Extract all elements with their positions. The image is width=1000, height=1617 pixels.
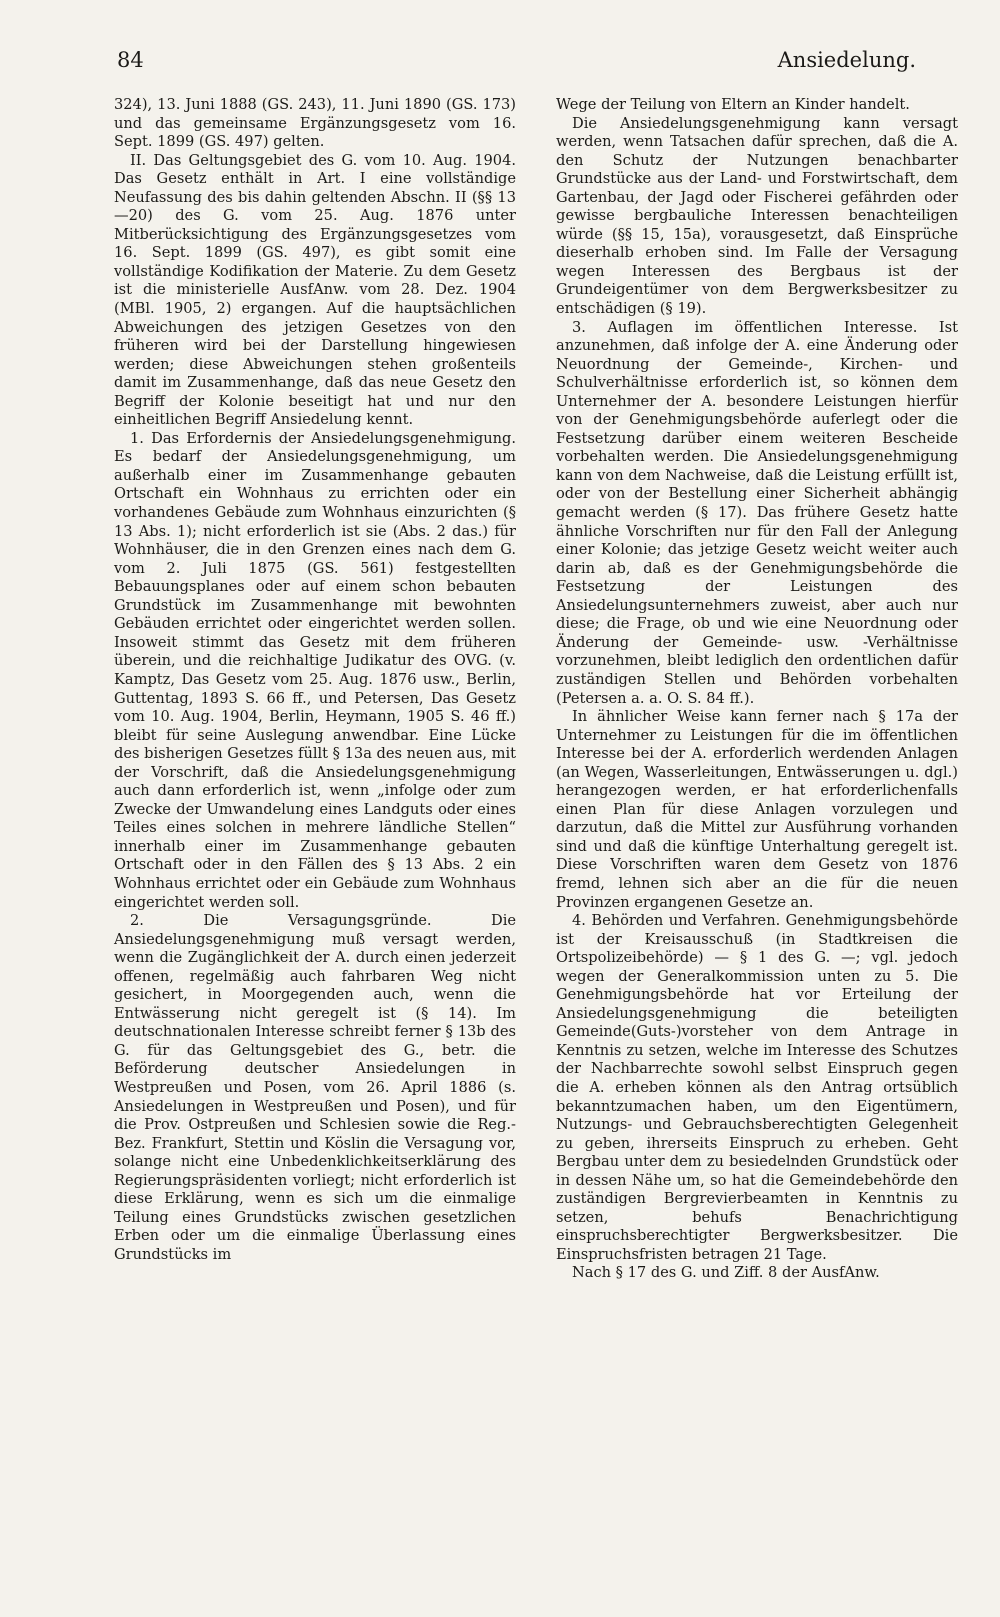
page-header bbox=[117, 48, 916, 82]
paragraph: Wege der Teilung von Eltern an Kinder handelt. bbox=[556, 96, 910, 113]
paragraph: 324), 13. Juni 1888 (GS. 243), 11. Juni 1890 (GS. 173) und das gemeinsame Ergänzungsgesetz vom 16. Sept. 1899 (GS. 497) gelten. bbox=[114, 96, 516, 151]
left-text-column bbox=[114, 96, 516, 1264]
paragraph: In ähnlicher Weise kann ferner nach § 17a der Unternehmer zu Leistungen für die im öffentlichen Interesse bei der A. erforderlich werdenden Anlagen (an Wegen, Wasserleitungen, Entwässerungen u. dgl.) herangezogen werden, er hat erforderlichenfalls einen Plan für diese Anlagen vorzulegen und darzutun, daß die Mittel zur Ausführung vorhanden sind und daß die künftige Unterhaltung geregelt ist. Diese Vorschriften waren dem Gesetz von 1876 fremd, lehnen sich aber an die für die neuen Provinzen ergangenen Gesetze an. bbox=[556, 708, 958, 911]
paragraph: Nach § 17 des G. und Ziff. 8 der AusfAnw. bbox=[572, 1264, 880, 1282]
paragraph: 2. Die Versagungsgründe. Die Ansiedelungsgenehmigung muß versagt werden, wenn die Zugänglichkeit der A. durch einen jederzeit offenen, regelmäßig auch fahrbaren Weg nicht gesichert, in Moorgegenden auch, wenn die Entwässerung nicht geregelt ist (§ 14). Im deutschnationalen Interesse schreibt ferner § 13b des G. für das Geltungsgebiet des G., betr. die Beförderung deutscher Ansiedelungen in Westpreußen und Posen, vom 26. April 1886 (s. Ansiedelungen in Westpreußen und Posen), und für die Prov. Ostpreußen und Schlesien sowie die Reg.-Bez. Frankfurt, Stettin und Köslin die Versagung vor, solange nicht eine Unbedenklichkeitserklärung des Regierungspräsidenten vorliegt; nicht erforderlich ist diese Erklärung, wenn es sich um die einmalige Teilung eines Grundstücks zwischen gesetzlichen Erben oder um die einmalige Überlassung eines Grundstücks im bbox=[114, 912, 516, 1263]
running-title: Ansiedelung. bbox=[777, 48, 916, 72]
right-text-column bbox=[556, 96, 958, 1283]
paragraph: 4. Behörden und Verfahren. Genehmigungsbehörde ist der Kreisausschuß (in Stadtkreisen die Ortspolizeibehörde) — § 1 des G. —; vgl. jedoch wegen der Generalkommission unten zu 5. Die Genehmigungsbehörde hat vor Erteilung der Ansiedelungsgenehmigung die beteiligten Gemeinde(Guts-)vorsteher von dem Antrage in Kenntnis zu setzen, welche im Interesse des Schutzes der Nachbarrechte sowohl selbst Einspruch gegen die A. erheben können als den Antrag ortsüblich bekanntzumachen haben, um den Eigentümern, Nutzungs- und Gebrauchsberechtigten Gelegenheit zu geben, ihrerseits Einspruch zu erheben. Geht Bergbau unter dem zu besiedelnden Grundstück oder in dessen Nähe um, so hat die Gemeindebehörde den zuständigen Bergrevierbeamten in Kenntnis zu setzen, behufs Benachrichtigung einspruchsberechtigter Bergwerksbesitzer. Die Einspruchsfristen betragen 21 Tage. bbox=[556, 912, 958, 1263]
paragraph: Die Ansiedelungsgenehmigung kann versagt werden, wenn Tatsachen dafür sprechen, daß die A. den Schutz der Nutzungen benachbarter Grundstücke aus der Land- und Forstwirtschaft, dem Gartenbau, der Jagd oder Fischerei gefährden oder gewisse bergbauliche Interessen benachteiligen würde (§§ 15, 15a), vorausgesetzt, daß Einsprüche dieserhalb erhoben sind. Im Falle der Versagung wegen Interessen des Bergbaus ist der Grundeigentümer von dem Bergwerksbesitzer zu entschädigen (§ 19). bbox=[556, 114, 958, 318]
paragraph: 3. Auflagen im öffentlichen Interesse. Ist anzunehmen, daß infolge der A. eine Änderung oder Neuordnung der Gemeinde-, Kirchen- und Schulverhältnisse erforderlich ist, so können dem Unternehmer der A. besondere Leistungen hierfür von der Genehmigungsbehörde auferlegt oder die Festsetzung darüber einem weiteren Bescheide vorbehalten werden. Die Ansiedelungsgenehmigung kann von dem Nachweise, daß die Leistung erfüllt ist, oder von der Bestellung einer Sicherheit abhängig gemacht werden (§ 17). Das frühere Gesetz hatte ähnliche Vorschriften nur für den Fall der Anlegung einer Kolonie; das jetzige Gesetz weicht weiter auch darin ab, daß es der Genehmigungsbehörde die Festsetzung der Leistungen des Ansiedelungsunternehmers zuweist, aber auch nur diese; die Frage, ob und wie eine Neuordnung oder Änderung der Gemeinde- usw. -Verhältnisse vorzunehmen, bleibt lediglich den ordentlichen dafür zuständigen Stellen und Behörden vorbehalten (Petersen a. a. O. S. 84 ff.). bbox=[556, 318, 958, 707]
page-number: 84 bbox=[117, 48, 144, 72]
paragraph: 1. Das Erfordernis der Ansiedelungsgenehmigung. Es bedarf der Ansiedelungsgenehmigung, um außerhalb einer im Zusammenhange gebauten Ortschaft ein Wohnhaus zu errichten oder ein vorhandenes Gebäude zum Wohnhaus einzurichten (§ 13 Abs. 1); nicht erforderlich ist sie (Abs. 2 das.) für Wohnhäuser, die in den Grenzen eines nach dem G. vom 2. Juli 1875 (GS. 561) festgestellten Bebauungsplanes oder auf einem schon bebauten Grundstück im Zusammenhange mit bewohnten Gebäuden errichtet oder eingerichtet werden sollen. Insoweit stimmt das Gesetz mit dem früheren überein, und die reichhaltige Judikatur des OVG. (v. Kamptz, Das Gesetz vom 25. Aug. 1876 usw., Berlin, Guttentag, 1893 S. 66 ff., und Petersen, Das Gesetz vom 10. Aug. 1904, Berlin, Heymann, 1905 S. 46 ff.) bleibt für seine Auslegung anwendbar. Eine Lücke des bisherigen Gesetzes füllt § 13a des neuen aus, mit der Vorschrift, daß die Ansiedelungsgenehmigung auch dann erforderlich ist, wenn „infolge oder zum Zwecke der Umwandelung eines Landguts oder eines Teiles eines solchen in mehrere ländliche Stellen“ innerhalb einer im Zusammenhange gebauten Ortschaft oder in den Fällen des § 13 Abs. 2 ein Wohnhaus errichtet oder ein Gebäude zum Wohnhaus eingerichtet werden soll. bbox=[114, 429, 516, 911]
paragraph: II. Das Geltungsgebiet des G. vom 10. Aug. 1904. Das Gesetz enthält in Art. I eine vollständige Neufassung des bis dahin geltenden Abschn. II (§§ 13—20) des G. vom 25. Aug. 1876 unter Mitberücksichtigung des Ergänzungsgesetzes vom 16. Sept. 1899 (GS. 497), es gibt somit eine vollständige Kodifikation der Materie. Zu dem Gesetz ist die ministerielle AusfAnw. vom 28. Dez. 1904 (MBl. 1905, 2) ergangen. Auf die hauptsächlichen Abweichungen des jetzigen Gesetzes von den früheren wird bei der Darstellung hingewiesen werden; diese Abweichungen stehen großenteils damit im Zusammenhange, daß das neue Gesetz den Begriff der Kolonie beseitigt hat und nur den einheitlichen Begriff Ansiedelung kennt. bbox=[114, 151, 516, 429]
